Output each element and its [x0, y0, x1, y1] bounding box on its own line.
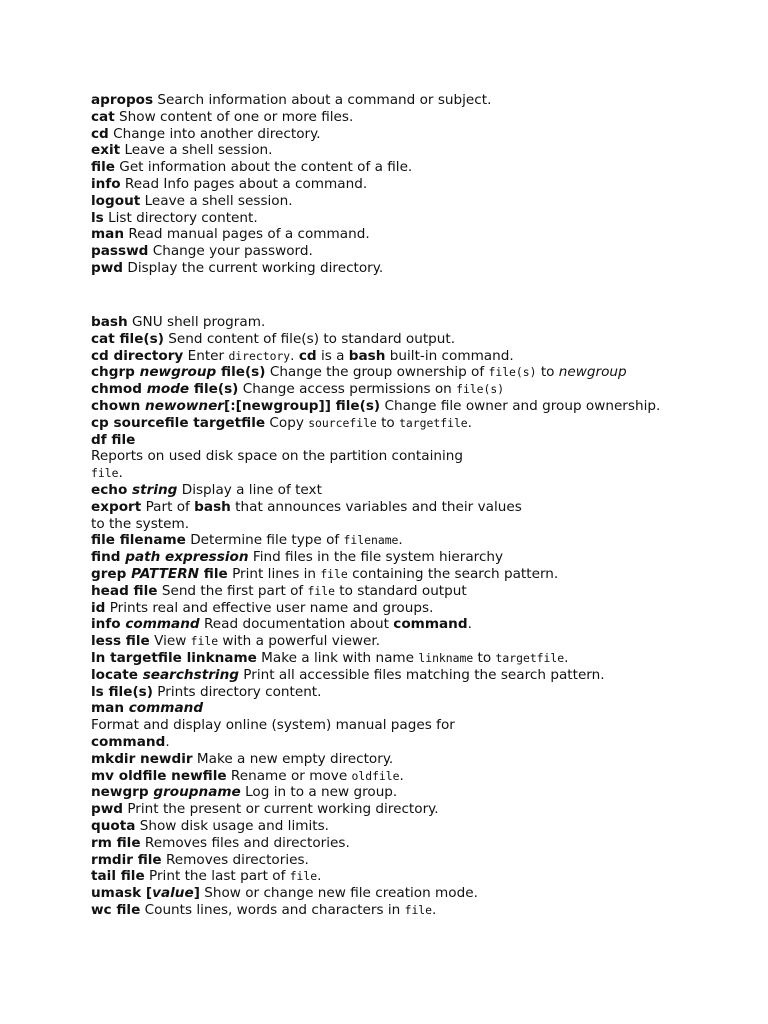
- command-line: [91, 885, 751, 902]
- description-text: Print the present or current working directory.: [123, 801, 439, 818]
- description-text: to: [536, 364, 559, 381]
- command-text: cd: [298, 347, 317, 364]
- description-text: Send content of file(s) to standard output.: [163, 330, 456, 347]
- command-line: [91, 650, 751, 667]
- command-text: cd directory: [91, 347, 184, 364]
- command-line: [91, 482, 751, 499]
- description-text: to: [376, 414, 400, 431]
- command-text: bash: [348, 347, 386, 364]
- command-line: [91, 583, 751, 600]
- command-line: [91, 902, 751, 919]
- command-text: file: [307, 583, 335, 598]
- description-text: Send the first part of: [157, 582, 308, 599]
- command-text: newowner: [145, 397, 225, 414]
- command-text: newgroup: [558, 364, 627, 381]
- command-text: df file: [91, 431, 136, 448]
- command-text: file: [199, 565, 228, 582]
- description-text: Change into another directory.: [108, 125, 321, 142]
- command-text: bash: [194, 498, 231, 515]
- command-text: man: [91, 700, 129, 717]
- command-line: [91, 700, 751, 717]
- command-text: man: [91, 226, 125, 243]
- command-line: [91, 314, 751, 331]
- description-text: containing the search pattern.: [347, 565, 559, 582]
- command-text: pwd: [91, 801, 124, 818]
- description-text: Make a link with name: [256, 649, 419, 666]
- command-text: umask [: [91, 885, 153, 902]
- description-text: Read manual pages of a command.: [124, 226, 370, 243]
- command-text: chgrp: [91, 364, 140, 381]
- command-text: cd: [91, 125, 109, 142]
- description-text: with a powerful viewer.: [218, 633, 381, 650]
- command-line: [91, 717, 751, 734]
- command-text: mv oldfile newfile: [91, 767, 227, 784]
- description-text: Show or change new file creation mode.: [199, 885, 478, 902]
- description-text: .: [118, 465, 123, 482]
- command-line: [91, 616, 751, 633]
- command-text: find: [91, 549, 126, 566]
- command-text: command: [393, 616, 468, 633]
- description-text: Read Info pages about a command.: [120, 175, 368, 192]
- command-text: ]: [193, 885, 200, 902]
- command-text: mkdir newdir: [91, 750, 193, 767]
- description-text: Removes files and directories.: [140, 834, 350, 851]
- description-text: Part of: [141, 498, 195, 515]
- command-text: passwd: [91, 243, 149, 260]
- command-text: less file: [91, 633, 150, 650]
- description-text: Determine file type of: [185, 532, 344, 549]
- command-line: [91, 684, 751, 701]
- command-text: id: [91, 599, 106, 616]
- command-text: export: [91, 498, 142, 515]
- command-text: file: [289, 869, 318, 884]
- command-line: [91, 768, 751, 785]
- description-text: List directory content.: [103, 209, 258, 226]
- description-text: Counts lines, words and characters in: [140, 901, 405, 918]
- command-text: quota: [91, 817, 136, 834]
- description-text: is a: [316, 347, 349, 364]
- description-text: Enter: [183, 347, 229, 364]
- command-text: value: [152, 885, 194, 902]
- command-text: echo: [91, 481, 133, 498]
- description-text: Change the group ownership of: [265, 364, 489, 381]
- description-text: Rename or move: [226, 767, 352, 784]
- command-text: filename: [343, 533, 399, 548]
- description-text: Change your password.: [148, 243, 313, 260]
- description-text: Print all accessible files matching the search pattern.: [238, 666, 605, 683]
- command-line: [91, 193, 751, 210]
- command-text: file(s): [488, 365, 537, 380]
- command-line: [91, 159, 751, 176]
- command-line: [91, 633, 751, 650]
- command-line: [91, 516, 751, 533]
- command-text: PATTERN: [131, 565, 200, 582]
- command-text: newgroup: [139, 364, 217, 381]
- command-text: chmod: [91, 381, 147, 398]
- command-text: locate: [91, 666, 143, 683]
- description-text: .: [467, 414, 472, 431]
- command-text: head file: [91, 582, 158, 599]
- description-text: Show disk usage and limits.: [135, 817, 329, 834]
- description-text: Format and display online (system) manual pages for: [91, 717, 455, 734]
- command-line: [91, 566, 751, 583]
- description-text: .: [467, 616, 472, 633]
- command-line: [91, 126, 751, 143]
- description-text: Prints directory content.: [152, 683, 322, 700]
- command-line: [91, 448, 751, 465]
- command-line: [91, 667, 751, 684]
- command-line: [91, 600, 751, 617]
- description-text: .: [290, 347, 299, 364]
- command-text: file(s): [189, 381, 239, 398]
- command-line: [91, 801, 751, 818]
- command-line: [91, 835, 751, 852]
- description-text: to: [473, 649, 496, 666]
- command-line: [91, 142, 751, 159]
- command-text: file(s): [216, 364, 266, 381]
- description-text: Reports on used disk space on the partition containing: [91, 448, 463, 465]
- command-text: ls: [91, 209, 104, 226]
- command-text: rmdir file: [91, 851, 162, 868]
- command-text: exit: [91, 142, 121, 159]
- description-text: Log in to a new group.: [240, 784, 398, 801]
- command-text: command: [128, 700, 204, 717]
- command-text: tail file: [91, 868, 145, 885]
- command-text: sourcefile: [308, 415, 377, 430]
- command-line: [91, 92, 751, 109]
- command-text: wc file: [91, 901, 141, 918]
- command-line: [91, 852, 751, 869]
- description-text: .: [399, 767, 404, 784]
- command-text: path expression: [125, 549, 249, 566]
- more-commands-list: [91, 314, 751, 919]
- command-text: command: [91, 733, 166, 750]
- command-text: info: [91, 616, 126, 633]
- description-text: Copy: [265, 414, 309, 431]
- command-line: [91, 260, 751, 277]
- command-text: groupname: [153, 784, 241, 801]
- description-text: to the system.: [91, 515, 190, 532]
- description-text: Find files in the file system hierarchy: [248, 549, 504, 566]
- description-text: .: [564, 649, 569, 666]
- description-text: GNU shell program.: [127, 314, 266, 330]
- description-text: to standard output: [334, 582, 467, 599]
- command-text: ln targetfile linkname: [91, 649, 257, 666]
- command-text: file filename: [91, 532, 186, 549]
- command-line: [91, 532, 751, 549]
- description-text: Leave a shell session.: [140, 192, 293, 209]
- command-text: grep: [91, 565, 132, 582]
- command-text: command: [125, 616, 200, 633]
- command-line: [91, 348, 751, 365]
- command-text: cat file(s): [91, 330, 164, 347]
- description-text: Search information about a command or subject.: [153, 92, 492, 108]
- command-text: string: [132, 481, 178, 498]
- command-text: file: [320, 566, 348, 581]
- description-text: Change access permissions on: [238, 381, 457, 398]
- command-text: mode: [146, 381, 190, 398]
- command-text: info: [91, 175, 121, 192]
- description-text: .: [398, 532, 403, 549]
- command-line: [91, 210, 751, 227]
- command-text: file: [91, 159, 115, 176]
- description-text: Show content of one or more files.: [114, 108, 354, 125]
- command-line: [91, 176, 751, 193]
- command-line: [91, 415, 751, 432]
- command-line: [91, 499, 751, 516]
- description-text: Print lines in: [227, 565, 321, 582]
- command-text: targetfile: [495, 650, 565, 665]
- command-text: pwd: [91, 259, 124, 276]
- description-text: built-in command.: [385, 347, 514, 364]
- command-text: rm file: [91, 834, 141, 851]
- command-text: apropos: [91, 92, 154, 108]
- command-text: file(s): [456, 382, 505, 397]
- description-text: Read documentation about: [199, 616, 394, 633]
- description-text: Leave a shell session.: [120, 142, 273, 159]
- command-text: searchstring: [142, 666, 239, 683]
- command-line: [91, 734, 751, 751]
- command-line: [91, 364, 751, 381]
- description-text: Get information about the content of a file.: [114, 159, 413, 176]
- description-text: Change file owner and group ownership.: [380, 397, 661, 414]
- description-text: .: [317, 868, 322, 885]
- command-text: directory: [228, 348, 291, 363]
- command-line: [91, 226, 751, 243]
- command-line: [91, 398, 751, 415]
- command-line: [91, 751, 751, 768]
- description-text: Display the current working directory.: [123, 259, 384, 276]
- command-text: file: [91, 466, 119, 481]
- description-text: Display a line of text: [177, 481, 322, 498]
- description-text: Removes directories.: [161, 851, 309, 868]
- command-text: chown: [91, 397, 146, 414]
- basic-commands-list: [91, 92, 751, 277]
- command-text: newgrp: [91, 784, 154, 801]
- command-line: [91, 331, 751, 348]
- description-text: Prints real and effective user name and groups.: [105, 599, 434, 616]
- command-text: cp sourcefile targetfile: [91, 414, 266, 431]
- command-text: targetfile: [399, 415, 468, 430]
- description-text: Print the last part of: [144, 868, 290, 885]
- command-text: cat: [91, 108, 115, 125]
- command-text: logout: [91, 192, 141, 209]
- command-text: [:[newgroup]] file(s): [224, 397, 381, 414]
- command-text: file: [190, 634, 219, 649]
- command-text: bash: [91, 314, 128, 330]
- command-line: [91, 465, 751, 482]
- description-text: Make a new empty directory.: [192, 750, 394, 767]
- command-line: [91, 381, 751, 398]
- command-text: ls file(s): [91, 683, 153, 700]
- command-line: [91, 549, 751, 566]
- description-text: .: [432, 901, 437, 918]
- command-line: [91, 109, 751, 126]
- command-line: [91, 868, 751, 885]
- command-text: linkname: [418, 650, 474, 665]
- command-text: oldfile: [351, 768, 400, 783]
- command-line: [91, 818, 751, 835]
- command-line: [91, 243, 751, 260]
- description-text: View: [149, 633, 191, 650]
- description-text: that announces variables and their values: [230, 498, 522, 515]
- description-text: .: [165, 733, 170, 750]
- command-line: [91, 784, 751, 801]
- command-text: file: [404, 902, 433, 917]
- command-line: [91, 432, 751, 449]
